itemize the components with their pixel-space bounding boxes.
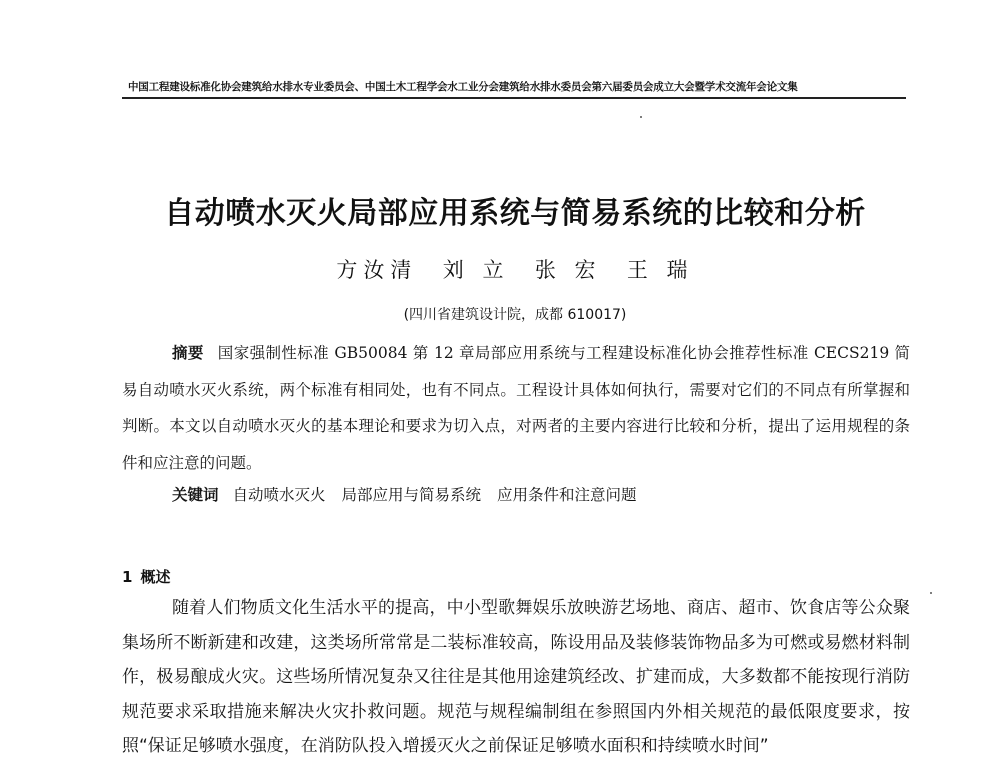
scan-speck: [640, 116, 642, 118]
author-list: [0, 254, 1000, 284]
keyword: 局部应用与简易系统: [341, 486, 482, 504]
section-number: 1: [122, 568, 133, 586]
abstract-label: 摘要: [172, 344, 204, 362]
section-heading: [122, 566, 170, 587]
keywords: [172, 483, 912, 505]
keyword: 自动喷水灭火: [232, 486, 326, 504]
affiliation: (四川省建筑设计院，成都 610017): [403, 307, 627, 323]
header-rule: [122, 97, 906, 99]
author: 方汝清: [336, 258, 418, 282]
author: 刘 立: [442, 258, 510, 282]
body-paragraph: 随着人们物质文化生活水平的提高，中小型歌舞娱乐放映游艺场地、商店、超市、饮食店等公众聚集场所不断新建和改建，这类场所常常是二装标准较高，陈设用品及装修装饰物品多为可燃或易燃材料制作，极易酿成火灾。这些场所情况复杂又往往是其他用途建筑经改、扩建而成，大多数都不能按现行消防规范要求采取措施来解决火灾扑救问题。规范与规程编制组在参照国内外相关规范的最低限度要求，按照“保证足够喷水强度，在消防队投入增援灭火之前保证足够喷水面积和持续喷水时间”: [122, 598, 910, 756]
author: 王 瑞: [626, 258, 694, 282]
section-title: 概述: [140, 568, 171, 586]
running-header: 中国工程建设标准化协会建筑给水排水专业委员会、中国土木工程学会水工业分会建筑给水排水委员会第六届委员会成立大会暨学术交流年会论文集: [128, 81, 798, 93]
keywords-label: 关键词: [172, 486, 219, 504]
paper-title: 自动喷水灭火局部应用系统与简易系统的比较和分析: [164, 196, 866, 231]
author: 张 宏: [534, 258, 602, 282]
scan-speck: [930, 592, 932, 594]
abstract-text: 国家强制性标准 GB50084 第 12 章局部应用系统与工程建设标准化协会推荐性标准 CECS219 简易自动喷水灭火系统，两个标准有相同处，也有不同点。工程设计具体如何执行，需要对它们的不同点有所掌握和判断。本文以自动喷水灭火的基本理论和要求为切入点，对两者的主要内容进行比较和分析，提出了运用规程的条件和应注意的问题。: [122, 344, 910, 472]
abstract: [122, 335, 910, 481]
keyword: 应用条件和注意问题: [497, 486, 637, 504]
